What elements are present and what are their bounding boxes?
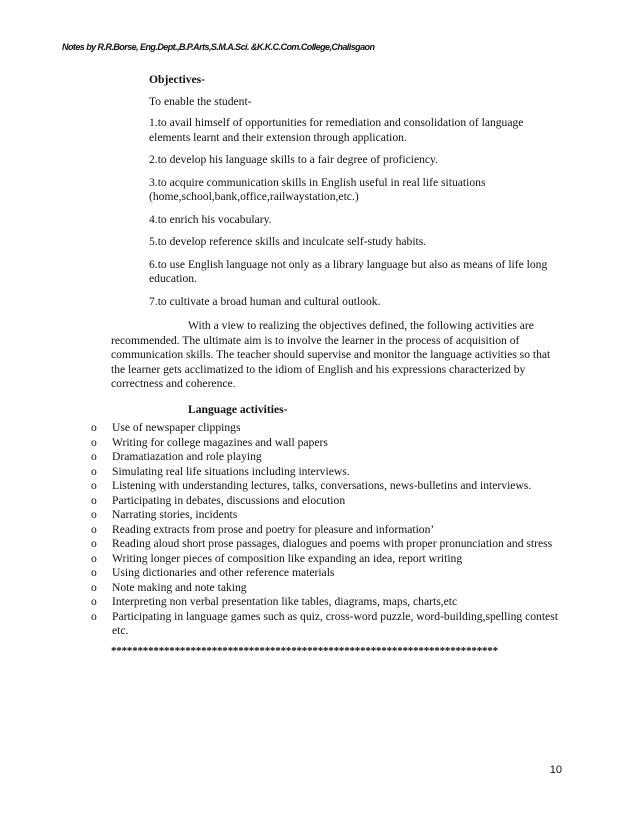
list-item [91,552,561,567]
bullet-icon: o [91,493,97,507]
activity-text: Reading aloud short prose passages, dialogues and poems with proper pronunciation and stress [112,537,553,550]
bullet-icon: o [91,450,97,463]
objective-item: 4.to enrich his vocabulary. [149,212,272,226]
activity-text: Note making and note taking [112,580,247,594]
activity-text: Use of newspaper clippings [112,421,241,434]
activity-text: Using dictionaries and other reference materials [112,566,335,579]
list-item [91,421,561,436]
page-number: 10 [549,764,562,776]
bullet-icon: o [91,595,97,608]
activity-text: Writing for college magazines and wall papers [112,435,328,449]
objective-item: 2.to develop his language skills to a fair degree of proficiency. [149,153,438,166]
bullet-icon: o [91,522,97,536]
activity-text: Participating in language games such as quiz, cross-word puzzle, word-building,spelling contest etc. [112,609,558,637]
list-item [91,595,561,610]
activity-text: Dramatiazation and role playing [112,450,262,463]
list-item [91,537,561,552]
bullet-icon: o [91,537,97,550]
activity-text: Participating in debates, discussions and elocution [112,493,346,507]
activity-text: Listening with understanding lectures, talks, conversations, news-bulletins and interviews. [112,479,532,492]
bullet-icon: o [91,551,97,565]
list-item [91,566,561,581]
activity-text: Narrating stories, incidents [112,508,238,521]
objective-item: 5.to develop reference skills and inculcate self-study habits. [149,235,427,248]
activities-heading: Language activities- [188,403,288,416]
section-divider: ************************************************************************* [111,645,498,657]
objectives-intro: To enable the student- [149,94,252,108]
list-item [91,436,561,451]
bullet-icon: o [91,508,97,521]
activities-intro-paragraph: With a view to realizing the objectives defined, the following activities are recommended. The ultimate aim is to involve the learner in the process of acquisition of communication skills. The teacher should supervise and monitor the language activities so that the learner gets acclimatized to the idiom of English and his expressions characterized by correctness and coherence. [111,319,551,390]
activity-text: Simulating real life situations including interviews. [112,464,350,478]
bullet-icon: o [91,609,97,623]
objective-item: 3.to acquire communication skills in English useful in real life situations (home,school,bank,office,railwaystation,etc.) [149,175,486,203]
activities-list [91,421,561,639]
bullet-icon: o [91,580,97,594]
list-item [91,581,561,596]
list-item [91,494,561,509]
objective-item: 7.to cultivate a broad human and cultural outlook. [149,294,381,308]
activity-text: Interpreting non verbal presentation like tables, diagrams, maps, charts,etc [112,595,458,608]
objectives-heading: Objectives- [149,73,206,86]
list-item [91,450,561,465]
list-item [91,465,561,480]
bullet-icon: o [91,421,97,434]
objectives-section [149,73,559,317]
bullet-icon: o [91,435,97,449]
objective-item: 1.to avail himself of opportunities for remediation and consolidation of language elements learnt and their extension through application. [149,116,524,144]
bullet-icon: o [91,479,97,492]
page-header: Notes by R.R.Borse, Eng.Dept.,B.P.Arts,S.M.A.Sci. &K.K.C.Com.College,Chalisgaon [62,42,375,52]
list-item [91,610,561,639]
bullet-icon: o [91,464,97,478]
activity-text: Reading extracts from prose and poetry for pleasure and information’ [112,522,435,536]
objective-item: 6.to use English language not only as a library language but also as means of life long education. [149,257,548,285]
bullet-icon: o [91,566,97,579]
activity-text: Writing longer pieces of composition like expanding an idea, report writing [112,551,463,565]
list-item [91,523,561,538]
list-item [91,479,561,494]
list-item [91,508,561,523]
